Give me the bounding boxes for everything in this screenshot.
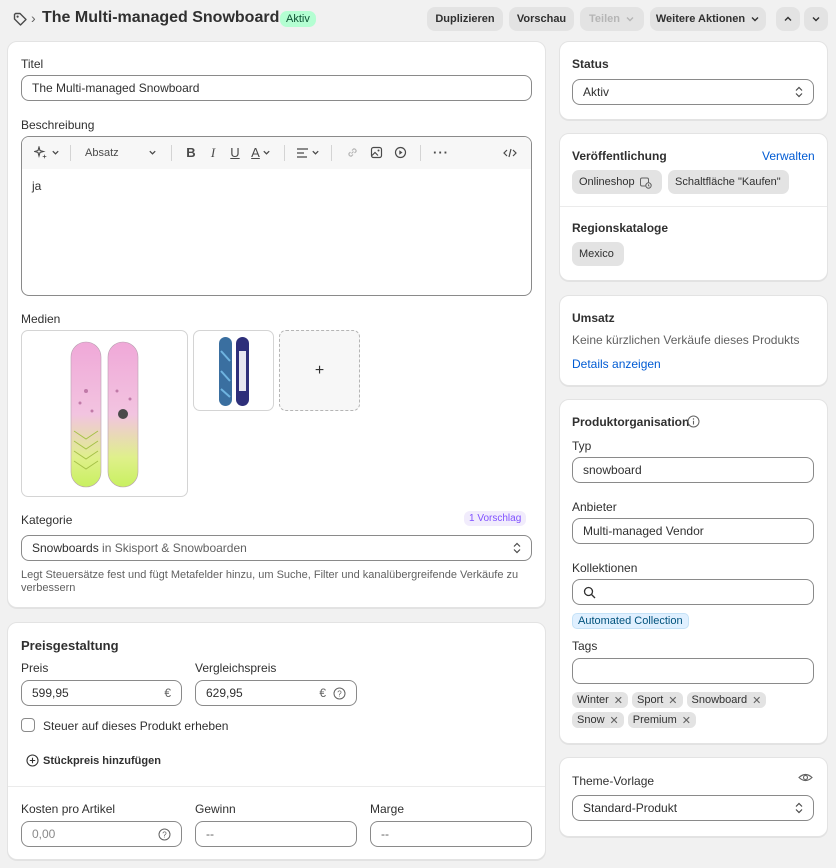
italic-button[interactable]: I bbox=[210, 144, 216, 160]
status-select[interactable] bbox=[572, 79, 814, 105]
type-input[interactable]: snowboard bbox=[572, 457, 814, 483]
theme-template-select[interactable] bbox=[572, 795, 814, 821]
description-editor bbox=[21, 136, 532, 296]
chevron-down-icon bbox=[811, 14, 821, 24]
close-icon[interactable]: ✕ bbox=[613, 694, 623, 707]
collection-badge[interactable]: Automated Collection bbox=[572, 613, 689, 629]
more-actions-label: Weitere Aktionen bbox=[655, 13, 746, 25]
text-color-icon: A bbox=[251, 145, 260, 160]
breadcrumb-chevron-icon: › bbox=[31, 10, 36, 26]
tag-chip bbox=[628, 712, 696, 728]
catalog-chip[interactable]: Mexico bbox=[572, 242, 624, 266]
cost-placeholder: 0,00 bbox=[32, 827, 56, 841]
calendar-clock-icon bbox=[639, 176, 652, 189]
svg-text:?: ? bbox=[337, 689, 342, 698]
snowboard-blue-image bbox=[194, 331, 274, 411]
image-icon bbox=[370, 146, 383, 159]
snowboard-pink-image bbox=[22, 331, 188, 497]
compare-price-label: Vergleichspreis bbox=[195, 661, 277, 675]
status-value: Aktiv bbox=[583, 85, 610, 99]
chevron-down-icon bbox=[311, 148, 320, 157]
eye-icon[interactable] bbox=[798, 771, 813, 784]
video-button[interactable] bbox=[388, 143, 412, 163]
page-title: The Multi-managed Snowboard bbox=[42, 9, 280, 26]
margin-field: -- bbox=[370, 821, 532, 847]
chevron-down-icon bbox=[625, 14, 635, 24]
chevron-down-icon bbox=[750, 14, 760, 24]
cost-input[interactable] bbox=[21, 821, 182, 847]
close-icon[interactable]: ✕ bbox=[681, 714, 691, 727]
description-label: Beschreibung bbox=[21, 118, 95, 132]
price-value: 599,95 bbox=[32, 686, 69, 700]
sales-details-link[interactable]: Details anzeigen bbox=[572, 357, 661, 371]
tag-icon bbox=[12, 11, 28, 27]
help-circle-icon[interactable] bbox=[333, 687, 346, 700]
channel-buy-button[interactable]: Schaltfläche "Kaufen" bbox=[668, 170, 789, 194]
cost-label: Kosten pro Artikel bbox=[21, 802, 116, 816]
align-button[interactable] bbox=[293, 143, 323, 163]
tag-chip bbox=[572, 692, 628, 708]
vendor-input[interactable]: Multi-managed Vendor bbox=[572, 518, 814, 544]
publishing-divider bbox=[560, 206, 827, 207]
tag-label: Snow bbox=[577, 714, 605, 726]
next-product-button[interactable] bbox=[804, 7, 828, 31]
select-arrows-icon bbox=[795, 802, 803, 814]
select-arrows-icon bbox=[795, 86, 803, 98]
editor-toolbar bbox=[22, 137, 531, 169]
tag-label: Snowboard bbox=[691, 694, 748, 706]
duplicate-button[interactable]: Duplizieren bbox=[427, 7, 503, 31]
chevron-down-icon bbox=[51, 148, 60, 157]
select-arrows-icon bbox=[513, 542, 521, 554]
media-thumbnail[interactable] bbox=[193, 330, 274, 411]
title-label: Titel bbox=[21, 57, 44, 71]
sales-heading: Umsatz bbox=[572, 311, 615, 325]
add-unit-price-label: Stückpreis hinzufügen bbox=[43, 754, 161, 767]
catalogs-heading: Regionskataloge bbox=[572, 221, 669, 235]
category-label: Kategorie bbox=[21, 513, 73, 527]
toolbar-divider bbox=[70, 145, 71, 161]
share-label: Teilen bbox=[589, 13, 620, 25]
svg-text:?: ? bbox=[162, 830, 167, 839]
add-unit-price-button[interactable] bbox=[26, 754, 161, 767]
preview-button[interactable]: Vorschau bbox=[509, 7, 574, 31]
theme-template-value: Standard-Produkt bbox=[583, 801, 678, 815]
toolbar-divider bbox=[420, 145, 421, 161]
organization-heading: Produktorganisation bbox=[572, 415, 690, 429]
pricing-divider bbox=[8, 786, 545, 787]
category-help-text: Legt Steuersätze fest und fügt Metafelder hinzu, um Suche, Filter und kanalübergreifende Verkäufe zu verbessern bbox=[21, 569, 519, 594]
compare-price-currency: € bbox=[319, 686, 326, 700]
underline-button[interactable]: U bbox=[230, 145, 240, 160]
text-color-button[interactable] bbox=[246, 143, 276, 163]
tax-checkbox[interactable] bbox=[21, 718, 35, 732]
tag-label: Premium bbox=[632, 714, 677, 726]
profit-label: Gewinn bbox=[195, 802, 236, 816]
add-media-button[interactable]: + bbox=[279, 330, 360, 411]
collections-label: Kollektionen bbox=[572, 561, 638, 575]
tags-input[interactable] bbox=[572, 658, 814, 684]
tag-chip bbox=[572, 712, 624, 728]
close-icon[interactable]: ✕ bbox=[752, 694, 762, 707]
tax-checkbox-label: Steuer auf dieses Produkt erheben bbox=[43, 719, 229, 733]
manage-publishing-link[interactable]: Verwalten bbox=[762, 149, 815, 163]
channel-label: Onlineshop bbox=[579, 176, 635, 188]
ai-magic-button[interactable] bbox=[32, 143, 62, 163]
title-input[interactable]: The Multi-managed Snowboard bbox=[21, 75, 532, 101]
category-suggestion-badge[interactable]: 1 Vorschlag bbox=[464, 511, 526, 526]
margin-label: Marge bbox=[370, 802, 405, 816]
code-icon bbox=[503, 147, 517, 159]
compare-price-value: 629,95 bbox=[206, 686, 243, 700]
help-circle-icon[interactable] bbox=[158, 828, 171, 841]
tag-chip bbox=[632, 692, 683, 708]
close-icon[interactable]: ✕ bbox=[609, 714, 619, 727]
bold-button[interactable]: B bbox=[186, 145, 196, 160]
plus-circle-icon bbox=[26, 754, 39, 767]
previous-product-button[interactable] bbox=[776, 7, 800, 31]
collections-search-input[interactable] bbox=[572, 579, 814, 605]
pricing-heading: Preisgestaltung bbox=[21, 638, 119, 653]
tags-list bbox=[572, 692, 802, 728]
link-icon bbox=[346, 146, 359, 159]
paragraph-style-select[interactable] bbox=[79, 143, 163, 163]
theme-template-heading: Theme-Vorlage bbox=[572, 774, 655, 788]
tag-label: Winter bbox=[577, 694, 609, 706]
align-left-icon bbox=[296, 147, 309, 159]
paragraph-style-label: Absatz bbox=[85, 146, 119, 159]
more-actions-button[interactable] bbox=[650, 7, 766, 31]
category-value: Snowboards bbox=[32, 541, 99, 555]
html-view-button[interactable] bbox=[499, 143, 521, 163]
toolbar-divider bbox=[284, 145, 285, 161]
more-formatting-button[interactable]: ··· bbox=[433, 145, 449, 160]
info-icon[interactable] bbox=[687, 415, 700, 428]
profit-field: -- bbox=[195, 821, 357, 847]
compare-price-input[interactable] bbox=[195, 680, 357, 706]
vendor-label: Anbieter bbox=[572, 500, 617, 514]
toolbar-divider bbox=[171, 145, 172, 161]
media-main-image[interactable] bbox=[21, 330, 188, 497]
toolbar-divider bbox=[331, 145, 332, 161]
play-circle-icon bbox=[394, 146, 407, 159]
tag-chip bbox=[687, 692, 767, 708]
status-heading: Status bbox=[572, 57, 609, 71]
chevron-up-icon bbox=[783, 14, 793, 24]
link-button[interactable] bbox=[340, 143, 364, 163]
search-icon bbox=[583, 586, 596, 599]
chevron-down-icon bbox=[148, 148, 157, 157]
share-button[interactable] bbox=[580, 7, 644, 31]
price-input[interactable] bbox=[21, 680, 182, 706]
close-icon[interactable]: ✕ bbox=[668, 694, 678, 707]
type-label: Typ bbox=[572, 439, 592, 453]
price-label: Preis bbox=[21, 661, 49, 675]
status-badge: Aktiv bbox=[280, 11, 316, 27]
price-currency: € bbox=[164, 686, 171, 700]
sales-text: Keine kürzlichen Verkäufe dieses Produkts bbox=[572, 333, 800, 347]
category-parent: in Skisport & Snowboarden bbox=[98, 541, 247, 555]
sparkle-icon bbox=[34, 146, 48, 160]
tags-label: Tags bbox=[572, 639, 598, 653]
editor-content[interactable]: ja bbox=[32, 179, 42, 193]
tag-label: Sport bbox=[637, 694, 664, 706]
image-button[interactable] bbox=[364, 143, 388, 163]
category-select[interactable] bbox=[21, 535, 532, 561]
chevron-down-icon bbox=[262, 148, 271, 157]
publishing-heading: Veröffentlichung bbox=[572, 149, 667, 163]
channel-online-store[interactable] bbox=[572, 170, 662, 194]
media-label: Medien bbox=[21, 312, 61, 326]
